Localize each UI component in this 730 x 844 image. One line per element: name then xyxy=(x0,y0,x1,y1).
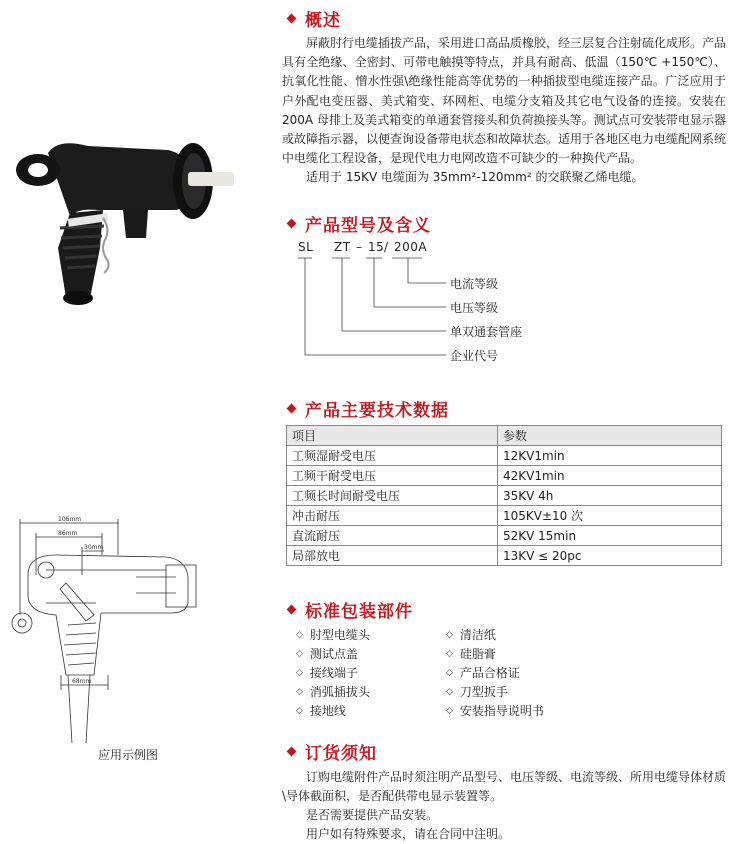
diamond-bullet-icon: ◇ xyxy=(446,667,453,678)
diamond-bullet-icon: ◇ xyxy=(296,686,303,697)
model-label-company: 企业代号 xyxy=(450,349,499,363)
dim-106: 106mm xyxy=(58,516,82,523)
model-code-slash: / xyxy=(384,240,389,254)
dimension-diagram xyxy=(6,515,221,745)
table-row xyxy=(287,506,722,526)
table-header-item: 项目 xyxy=(287,426,498,446)
table-cell: 工频干耐受电压 xyxy=(287,466,498,486)
table-row xyxy=(287,466,722,486)
model-code-200a: 200A xyxy=(394,240,428,254)
model-label-current: 电流等级 xyxy=(450,277,499,291)
model-lines xyxy=(298,240,458,370)
model-label-voltage: 电压等级 xyxy=(450,301,499,315)
dim-30: 30mm xyxy=(84,544,104,551)
table-row xyxy=(287,546,722,566)
product-photo xyxy=(8,98,248,328)
model-title: 产品型号及含义 xyxy=(305,216,431,236)
order-heading xyxy=(282,739,377,764)
table-cell: 35KV 4h xyxy=(498,486,722,506)
list-item: ◇ 清洁纸 xyxy=(446,628,496,642)
tech-table xyxy=(286,425,722,566)
model-code-sl: SL xyxy=(298,240,314,254)
diamond-bullet-icon: ◇ xyxy=(446,705,453,716)
table-cell: 局部放电 xyxy=(287,546,498,566)
order-line-3: 用户如有特殊要求，请在合同中注明。 xyxy=(306,827,511,841)
table-cell: 105KV±10 次 xyxy=(498,506,722,526)
diamond-bullet-icon: ◇ xyxy=(446,686,453,697)
table-header-param: 参数 xyxy=(498,426,722,446)
tech-title: 产品主要技术数据 xyxy=(305,401,449,421)
table-cell: 52KV 15min xyxy=(498,526,722,546)
overview-heading xyxy=(282,6,341,31)
list-item: ◇ 刀型扳手 xyxy=(446,685,508,699)
diamond-bullet-icon: ◇ xyxy=(296,648,303,659)
diamond-icon xyxy=(287,404,297,414)
list-item: ◇ 硅脂膏 xyxy=(446,647,496,661)
table-cell: 13KV ≤ 20pc xyxy=(498,546,722,566)
table-cell: 工频长时间耐受电压 xyxy=(287,486,498,506)
model-diagram xyxy=(298,240,558,370)
overview-cable-spec: 适用于 15KV 电缆面为 35mm²-120mm² 的交联聚乙烯电缆。 xyxy=(306,170,644,184)
diamond-bullet-icon: ◇ xyxy=(296,705,303,716)
table-row xyxy=(287,526,722,546)
diamond-icon xyxy=(287,14,297,24)
diagram-caption: 应用示例图 xyxy=(98,748,159,762)
diamond-icon xyxy=(287,605,297,615)
list-item: ◇ 测试点盖 xyxy=(296,647,358,661)
model-heading xyxy=(282,211,431,236)
diamond-bullet-icon: ◇ xyxy=(296,667,303,678)
order-title: 订货须知 xyxy=(305,744,377,764)
package-heading xyxy=(282,597,413,622)
diamond-icon xyxy=(287,747,297,757)
overview-paragraph: 屏蔽肘行电缆插拔产品，采用进口高品质橡胶，经三层复合注射硫化成形。产品具有全绝缘、全密封、可带电触摸等特点，并具有耐高、低温（150℃ +150℃）、抗氧化性能、憎水性强\绝缘性能高等优势的一种插拔型电缆连接产品。广泛应用于户外配电变压器、美式箱变、环网柜、电缆分支箱及其它电气设备的连接。安装在200A 母排上及美式箱变的单通套管接头和负荷换接头等。测试点可安装带电显示器或故障指示器，以便查询设备带电状态和故障状态。适用于各地区电力电缆配网系统中电缆化工程设备，是现代电力电网改造不可缺少的一种换代产品。 xyxy=(282,36,727,166)
list-item: ◇ 肘型电缆头 xyxy=(296,628,370,642)
table-header-row xyxy=(287,426,722,446)
model-code-15: 15 xyxy=(368,240,385,254)
dim-86: 86mm xyxy=(58,530,78,537)
diamond-bullet-icon: ◇ xyxy=(446,629,453,640)
table-cell: 工频湿耐受电压 xyxy=(287,446,498,466)
table-cell: 冲击耐压 xyxy=(287,506,498,526)
list-item: ◇ 接线端子 xyxy=(296,666,358,680)
list-item: ◇ 产品合格证 xyxy=(446,666,520,680)
model-code-zt: ZT xyxy=(334,240,351,254)
model-code-dash: – xyxy=(356,240,363,254)
dim-68: 68mm xyxy=(72,678,92,685)
list-item: ◇ 消弧插拔头 xyxy=(296,685,370,699)
order-line-2: 是否需要提供产品安装。 xyxy=(306,808,439,822)
order-line-1: 订购电缆附件产品时须注明产品型号、电压等级、电流等级、所用电缆导体材质\导体截面积，是否配供带电显示装置等。 xyxy=(282,770,727,804)
list-item: ◇ 接地线 xyxy=(296,704,346,718)
package-title: 标准包装部件 xyxy=(305,602,413,622)
diamond-icon xyxy=(287,219,297,229)
model-label-bushing: 单双通套管座 xyxy=(450,325,523,339)
table-cell: 42KV1min xyxy=(498,466,722,486)
diamond-bullet-icon: ◇ xyxy=(296,629,303,640)
table-row xyxy=(287,446,722,466)
table-row xyxy=(287,486,722,506)
table-cell: 直流耐压 xyxy=(287,526,498,546)
diamond-bullet-icon: ◇ xyxy=(446,648,453,659)
tech-heading xyxy=(282,396,449,421)
list-item: ◇ 安装指导说明书 xyxy=(446,704,544,718)
overview-title: 概述 xyxy=(305,11,341,31)
left-column xyxy=(0,0,270,844)
table-cell: 12KV1min xyxy=(498,446,722,466)
